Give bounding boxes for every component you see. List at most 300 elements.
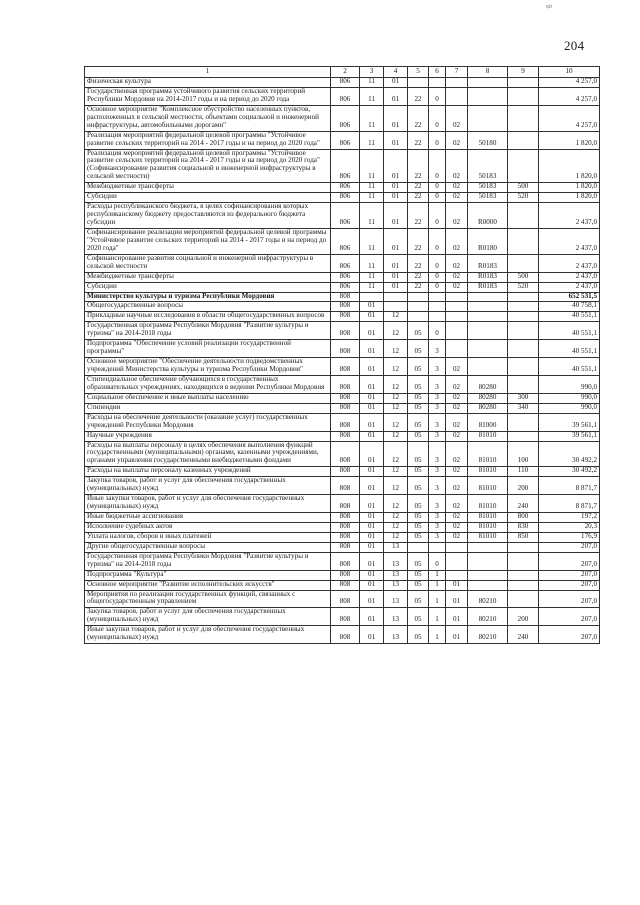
cell-item-name: Мероприятия по реализации государственных функций, связанных с общегосударственным управлением <box>85 590 331 608</box>
cell-expense-type-code <box>508 340 539 358</box>
cell-ministry-code: 806 <box>331 254 360 272</box>
cell-subsection-code: 13 <box>384 590 408 608</box>
cell-expense-type-code: 240 <box>508 626 539 644</box>
cell-subsection-code: 12 <box>384 358 408 376</box>
cell-activity-code: 02 <box>446 513 468 523</box>
cell-direction-code: 81010 <box>468 441 508 467</box>
cell-item-name: Субсидии <box>85 282 331 292</box>
header-col-6: 6 <box>429 67 446 78</box>
cell-subprogram-code: 3 <box>429 441 446 467</box>
cell-subsection-code: 01 <box>384 183 408 193</box>
cell-program-code: 05 <box>408 375 429 393</box>
cell-section-code: 11 <box>360 203 384 229</box>
cell-program-code: 05 <box>408 340 429 358</box>
cell-expense-type-code: 100 <box>508 441 539 467</box>
table-row <box>85 358 600 376</box>
cell-ministry-code: 808 <box>331 590 360 608</box>
cell-section-code: 01 <box>360 393 384 403</box>
cell-subsection-code: 12 <box>384 375 408 393</box>
cell-subprogram-code: 1 <box>429 608 446 626</box>
cell-amount: 990,0 <box>539 403 600 413</box>
cell-program-code: 22 <box>408 254 429 272</box>
cell-amount: 990,0 <box>539 375 600 393</box>
cell-subsection-code: 12 <box>384 340 408 358</box>
cell-subsection-code: 01 <box>384 228 408 254</box>
table-row <box>85 513 600 523</box>
cell-subprogram-code: 3 <box>429 431 446 441</box>
cell-subprogram-code: 0 <box>429 193 446 203</box>
cell-direction-code: R0183 <box>468 272 508 282</box>
cell-item-name: Закупка товаров, работ и услуг для обеспечения государственных (муниципальных) нужд <box>85 477 331 495</box>
cell-amount: 8 871,7 <box>539 495 600 513</box>
cell-subsection-code: 12 <box>384 495 408 513</box>
cell-ministry-code: 808 <box>331 431 360 441</box>
cell-ministry-code: 808 <box>331 570 360 580</box>
cell-subprogram-code: 1 <box>429 626 446 644</box>
cell-program-code: 22 <box>408 203 429 229</box>
table-row <box>85 375 600 393</box>
cell-program-code: 05 <box>408 358 429 376</box>
cell-item-name: Подпрограмма "Обеспечение условий реализации государственной программы" <box>85 340 331 358</box>
cell-expense-type-code <box>508 590 539 608</box>
cell-amount: 207,0 <box>539 542 600 552</box>
cell-activity-code: 01 <box>446 608 468 626</box>
cell-item-name: Расходы республиканского бюджета, в целях софинансирования которых республиканскому бюджету предоставляются из федерального бюджета субсидии <box>85 203 331 229</box>
cell-amount: 2 437,0 <box>539 272 600 282</box>
cell-subsection-code: 12 <box>384 513 408 523</box>
cell-program-code: 05 <box>408 532 429 542</box>
cell-activity-code: 02 <box>446 193 468 203</box>
cell-ministry-code: 808 <box>331 513 360 523</box>
cell-expense-type-code: 800 <box>508 513 539 523</box>
cell-direction-code: 50183 <box>468 193 508 203</box>
cell-subprogram-code: 1 <box>429 590 446 608</box>
cell-direction-code: 50183 <box>468 149 508 183</box>
cell-activity-code: 02 <box>446 522 468 532</box>
table-row <box>85 312 600 322</box>
cell-amount: 40 551,1 <box>539 340 600 358</box>
table-row <box>85 403 600 413</box>
cell-program-code: 22 <box>408 272 429 282</box>
cell-direction-code <box>468 87 508 105</box>
cell-program-code: 05 <box>408 626 429 644</box>
cell-expense-type-code: 240 <box>508 495 539 513</box>
table-row <box>85 532 600 542</box>
cell-direction-code <box>468 312 508 322</box>
cell-direction-code: 81010 <box>468 495 508 513</box>
cell-direction-code: 80210 <box>468 590 508 608</box>
cell-program-code: 05 <box>408 513 429 523</box>
cell-item-name: Министерство культуры и туризма Республики Мордовия <box>85 292 331 302</box>
cell-subsection-code: 12 <box>384 322 408 340</box>
cell-activity-code <box>446 302 468 312</box>
cell-activity-code: 02 <box>446 431 468 441</box>
cell-subsection-code: 13 <box>384 608 408 626</box>
cell-activity-code: 02 <box>446 358 468 376</box>
cell-section-code: 01 <box>360 513 384 523</box>
table-row <box>85 590 600 608</box>
cell-ministry-code: 808 <box>331 532 360 542</box>
cell-ministry-code: 808 <box>331 608 360 626</box>
table-row <box>85 431 600 441</box>
cell-expense-type-code <box>508 580 539 590</box>
cell-activity-code: 02 <box>446 495 468 513</box>
cell-item-name: Межбюджетные трансферты <box>85 272 331 282</box>
cell-expense-type-code <box>508 149 539 183</box>
cell-item-name: Иные закупки товаров, работ и услуг для обеспечения государственных (муниципальных) нужд <box>85 495 331 513</box>
cell-activity-code: 02 <box>446 413 468 431</box>
cell-program-code: 22 <box>408 149 429 183</box>
header-col-5: 5 <box>408 67 429 78</box>
cell-expense-type-code <box>508 542 539 552</box>
cell-expense-type-code <box>508 228 539 254</box>
cell-program-code: 05 <box>408 570 429 580</box>
cell-subprogram-code: 3 <box>429 403 446 413</box>
cell-section-code: 01 <box>360 340 384 358</box>
cell-expense-type-code: 500 <box>508 183 539 193</box>
cell-program-code: 05 <box>408 431 429 441</box>
cell-section-code: 01 <box>360 467 384 477</box>
cell-subprogram-code: 0 <box>429 149 446 183</box>
cell-section-code: 01 <box>360 322 384 340</box>
cell-expense-type-code <box>508 358 539 376</box>
cell-section-code: 11 <box>360 87 384 105</box>
cell-expense-type-code: 520 <box>508 193 539 203</box>
cell-subsection-code: 12 <box>384 413 408 431</box>
cell-item-name: Расходы на выплаты персоналу в целях обеспечения выполнения функций государственными (муниципальными) органами, казенными учреждениями, органами управления государственными внебюджетными фондами <box>85 441 331 467</box>
cell-ministry-code: 808 <box>331 292 360 302</box>
cell-subsection-code: 12 <box>384 393 408 403</box>
cell-item-name: Софинансирование реализации мероприятий федеральной целевой программы "Устойчивое развитие сельских территорий на 2014 - 2017 годы и на период до 2020 года" <box>85 228 331 254</box>
cell-direction-code <box>468 302 508 312</box>
cell-item-name: Расходы на выплаты персоналу казенных учреждений <box>85 467 331 477</box>
cell-expense-type-code <box>508 292 539 302</box>
table-row <box>85 272 600 282</box>
cell-item-name: Государственная программа Республики Мордовия "Развитие культуры и туризма" на 2014-2018 годы <box>85 322 331 340</box>
cell-amount: 207,0 <box>539 590 600 608</box>
cell-subprogram-code <box>429 542 446 552</box>
cell-program-code: 05 <box>408 477 429 495</box>
cell-program-code: 22 <box>408 183 429 193</box>
cell-activity-code: 02 <box>446 403 468 413</box>
table-row <box>85 570 600 580</box>
cell-expense-type-code <box>508 375 539 393</box>
cell-direction-code <box>468 78 508 88</box>
cell-ministry-code: 806 <box>331 183 360 193</box>
cell-item-name: Научные учреждения <box>85 431 331 441</box>
table-row <box>85 393 600 403</box>
cell-direction-code <box>468 105 508 131</box>
cell-program-code: 22 <box>408 282 429 292</box>
cell-amount: 40 551,1 <box>539 322 600 340</box>
cell-section-code: 11 <box>360 105 384 131</box>
cell-expense-type-code <box>508 312 539 322</box>
table-row <box>85 149 600 183</box>
cell-activity-code: 02 <box>446 393 468 403</box>
cell-ministry-code: 808 <box>331 340 360 358</box>
cell-subsection-code: 01 <box>384 87 408 105</box>
budget-table <box>84 66 600 644</box>
cell-subsection-code: 12 <box>384 477 408 495</box>
cell-ministry-code: 808 <box>331 495 360 513</box>
table-row <box>85 183 600 193</box>
cell-expense-type-code: 850 <box>508 532 539 542</box>
cell-section-code: 01 <box>360 403 384 413</box>
cell-item-name: Межбюджетные трансферты <box>85 183 331 193</box>
cell-program-code <box>408 312 429 322</box>
cell-amount: 1 820,0 <box>539 149 600 183</box>
header-col-1: 1 <box>85 67 331 78</box>
cell-ministry-code: 808 <box>331 522 360 532</box>
cell-direction-code: 80210 <box>468 626 508 644</box>
cell-program-code: 05 <box>408 322 429 340</box>
cell-ministry-code: 806 <box>331 193 360 203</box>
header-col-8: 8 <box>468 67 508 78</box>
cell-program-code <box>408 78 429 88</box>
cell-amount: 1 820,0 <box>539 131 600 149</box>
cell-item-name: Уплата налогов, сборов и иных платежей <box>85 532 331 542</box>
cell-subprogram-code: 0 <box>429 105 446 131</box>
table-row <box>85 87 600 105</box>
cell-subsection-code: 01 <box>384 131 408 149</box>
cell-direction-code <box>468 322 508 340</box>
cell-direction-code: 80280 <box>468 375 508 393</box>
table-row <box>85 608 600 626</box>
cell-expense-type-code <box>508 87 539 105</box>
cell-section-code: 01 <box>360 542 384 552</box>
cell-subprogram-code <box>429 302 446 312</box>
cell-item-name: Физическая культура <box>85 78 331 88</box>
cell-activity-code <box>446 78 468 88</box>
cell-subsection-code: 13 <box>384 580 408 590</box>
cell-ministry-code: 806 <box>331 105 360 131</box>
cell-expense-type-code <box>508 105 539 131</box>
cell-activity-code <box>446 87 468 105</box>
cell-section-code: 01 <box>360 532 384 542</box>
cell-subprogram-code: 3 <box>429 375 446 393</box>
cell-item-name: Государственная программа Республики Мордовия "Развитие культуры и туризма" на 2014-2018 годы <box>85 552 331 570</box>
cell-activity-code <box>446 552 468 570</box>
cell-program-code <box>408 302 429 312</box>
cell-program-code: 05 <box>408 590 429 608</box>
cell-ministry-code: 808 <box>331 358 360 376</box>
table-row <box>85 542 600 552</box>
cell-activity-code <box>446 292 468 302</box>
cell-program-code: 05 <box>408 413 429 431</box>
table-row <box>85 522 600 532</box>
cell-section-code: 01 <box>360 413 384 431</box>
cell-subprogram-code: 1 <box>429 570 446 580</box>
cell-program-code: 05 <box>408 403 429 413</box>
cell-subprogram-code: 0 <box>429 131 446 149</box>
cell-amount: 652 531,5 <box>539 292 600 302</box>
cell-direction-code <box>468 292 508 302</box>
cell-item-name: Прикладные научные исследования в области общегосударственных вопросов <box>85 312 331 322</box>
table-row <box>85 105 600 131</box>
table-row <box>85 254 600 272</box>
cell-section-code: 01 <box>360 431 384 441</box>
cell-ministry-code: 808 <box>331 312 360 322</box>
cell-ministry-code: 808 <box>331 441 360 467</box>
cell-ministry-code: 806 <box>331 78 360 88</box>
corner-mark: ꝏ <box>545 3 553 11</box>
cell-amount: 1 820,0 <box>539 193 600 203</box>
cell-ministry-code: 808 <box>331 302 360 312</box>
cell-activity-code: 02 <box>446 149 468 183</box>
cell-amount: 207,0 <box>539 626 600 644</box>
cell-ministry-code: 808 <box>331 626 360 644</box>
cell-amount: 197,2 <box>539 513 600 523</box>
cell-expense-type-code: 520 <box>508 282 539 292</box>
cell-expense-type-code: 500 <box>508 272 539 282</box>
cell-direction-code: R0000 <box>468 203 508 229</box>
cell-subprogram-code: 3 <box>429 340 446 358</box>
cell-section-code: 11 <box>360 193 384 203</box>
cell-subprogram-code: 0 <box>429 203 446 229</box>
cell-expense-type-code <box>508 254 539 272</box>
table-row <box>85 322 600 340</box>
cell-subprogram-code: 0 <box>429 282 446 292</box>
cell-subsection-code: 01 <box>384 282 408 292</box>
cell-direction-code: 81010 <box>468 532 508 542</box>
cell-section-code: 01 <box>360 522 384 532</box>
cell-item-name: Расходы на обеспечение деятельности (оказание услуг) государственных учреждений Республики Мордовия <box>85 413 331 431</box>
cell-activity-code: 02 <box>446 131 468 149</box>
cell-activity-code: 01 <box>446 626 468 644</box>
cell-expense-type-code <box>508 322 539 340</box>
cell-expense-type-code <box>508 131 539 149</box>
cell-subprogram-code <box>429 312 446 322</box>
cell-activity-code: 01 <box>446 580 468 590</box>
cell-subsection-code: 13 <box>384 626 408 644</box>
cell-program-code: 22 <box>408 131 429 149</box>
cell-subsection-code: 01 <box>384 149 408 183</box>
table-row <box>85 495 600 513</box>
table-row <box>85 441 600 467</box>
cell-amount: 2 437,0 <box>539 228 600 254</box>
cell-direction-code <box>468 340 508 358</box>
cell-section-code: 11 <box>360 183 384 193</box>
cell-subprogram-code: 3 <box>429 358 446 376</box>
cell-subprogram-code: 3 <box>429 393 446 403</box>
cell-item-name: Подпрограмма "Культура" <box>85 570 331 580</box>
cell-ministry-code: 806 <box>331 131 360 149</box>
cell-amount: 4 257,0 <box>539 105 600 131</box>
cell-section-code: 11 <box>360 272 384 282</box>
cell-subprogram-code: 0 <box>429 183 446 193</box>
cell-ministry-code: 808 <box>331 477 360 495</box>
cell-activity-code <box>446 340 468 358</box>
cell-subsection-code <box>384 292 408 302</box>
cell-ministry-code: 806 <box>331 272 360 282</box>
cell-direction-code: 80280 <box>468 403 508 413</box>
cell-program-code <box>408 542 429 552</box>
cell-program-code: 05 <box>408 441 429 467</box>
cell-subsection-code: 12 <box>384 532 408 542</box>
header-col-2: 2 <box>331 67 360 78</box>
cell-program-code <box>408 292 429 302</box>
cell-item-name: Стипендиальное обеспечение обучающихся в государственных образовательных учреждениях, находящихся в ведении Республики Мордовия <box>85 375 331 393</box>
cell-ministry-code: 806 <box>331 203 360 229</box>
cell-amount: 8 871,7 <box>539 477 600 495</box>
cell-subsection-code: 12 <box>384 522 408 532</box>
cell-activity-code: 02 <box>446 105 468 131</box>
cell-subprogram-code: 0 <box>429 552 446 570</box>
cell-subprogram-code: 0 <box>429 272 446 282</box>
cell-expense-type-code <box>508 302 539 312</box>
header-col-4: 4 <box>384 67 408 78</box>
cell-program-code: 05 <box>408 393 429 403</box>
cell-section-code: 01 <box>360 590 384 608</box>
cell-section-code: 01 <box>360 570 384 580</box>
cell-expense-type-code: 830 <box>508 522 539 532</box>
cell-item-name: Исполнение судебных актов <box>85 522 331 532</box>
cell-ministry-code: 808 <box>331 552 360 570</box>
cell-program-code: 05 <box>408 495 429 513</box>
cell-subsection-code: 01 <box>384 78 408 88</box>
cell-section-code: 11 <box>360 149 384 183</box>
cell-direction-code <box>468 358 508 376</box>
cell-direction-code: 81010 <box>468 467 508 477</box>
cell-program-code: 05 <box>408 552 429 570</box>
table-row <box>85 282 600 292</box>
cell-activity-code: 01 <box>446 590 468 608</box>
cell-expense-type-code <box>508 552 539 570</box>
cell-amount: 39 561,1 <box>539 431 600 441</box>
cell-subsection-code: 12 <box>384 441 408 467</box>
table-body <box>85 78 600 644</box>
cell-subsection-code: 01 <box>384 105 408 131</box>
cell-item-name: Реализация мероприятий федеральной целевой программы "Устойчивое развитие сельских территорий на 2014 - 2017 годы и на период до 2020 года" <box>85 131 331 149</box>
cell-item-name: Основное мероприятие "Развитие исполнительских искусств" <box>85 580 331 590</box>
cell-activity-code: 02 <box>446 467 468 477</box>
cell-activity-code: 02 <box>446 183 468 193</box>
cell-item-name: Другие общегосударственные вопросы <box>85 542 331 552</box>
table-row <box>85 477 600 495</box>
cell-activity-code: 02 <box>446 477 468 495</box>
cell-activity-code <box>446 570 468 580</box>
cell-ministry-code: 808 <box>331 542 360 552</box>
cell-section-code: 01 <box>360 375 384 393</box>
cell-section-code: 11 <box>360 78 384 88</box>
cell-amount: 1 820,0 <box>539 183 600 193</box>
cell-subprogram-code: 0 <box>429 87 446 105</box>
cell-section-code: 01 <box>360 608 384 626</box>
cell-program-code: 22 <box>408 228 429 254</box>
table-row <box>85 78 600 88</box>
cell-program-code: 22 <box>408 105 429 131</box>
cell-amount: 2 437,0 <box>539 203 600 229</box>
cell-subprogram-code: 3 <box>429 522 446 532</box>
cell-subsection-code: 12 <box>384 312 408 322</box>
table-row <box>85 131 600 149</box>
cell-ministry-code: 806 <box>331 228 360 254</box>
cell-activity-code: 02 <box>446 375 468 393</box>
cell-ministry-code: 808 <box>331 403 360 413</box>
cell-subprogram-code: 1 <box>429 580 446 590</box>
cell-section-code: 01 <box>360 358 384 376</box>
table-row <box>85 552 600 570</box>
cell-activity-code: 02 <box>446 272 468 282</box>
cell-direction-code <box>468 552 508 570</box>
cell-amount: 40 551,1 <box>539 312 600 322</box>
cell-section-code <box>360 292 384 302</box>
cell-activity-code <box>446 542 468 552</box>
cell-item-name: Общегосударственные вопросы <box>85 302 331 312</box>
cell-expense-type-code <box>508 431 539 441</box>
cell-activity-code: 02 <box>446 282 468 292</box>
cell-subsection-code: 01 <box>384 254 408 272</box>
